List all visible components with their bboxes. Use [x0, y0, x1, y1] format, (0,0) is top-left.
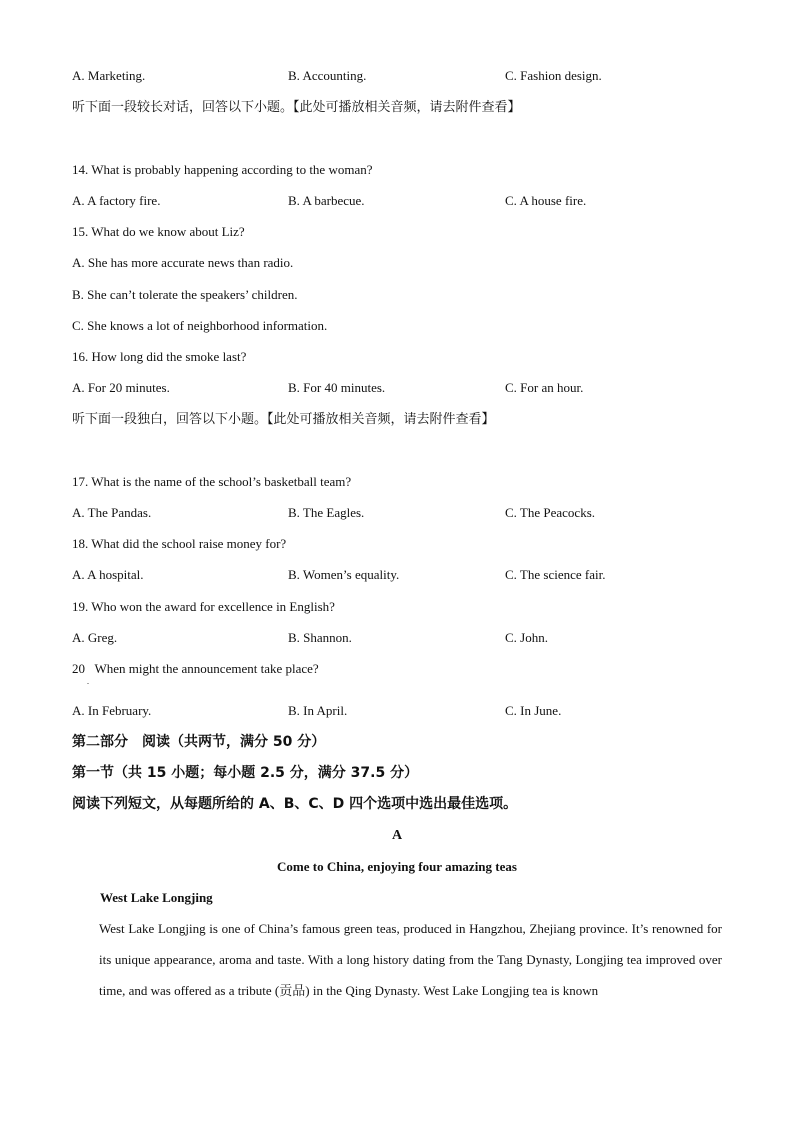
q16-question: 16. How long did the smoke last?: [72, 349, 247, 364]
q14-question: 14. What is probably happening according to the woman?: [72, 162, 373, 177]
q17-question: 17. What is the name of the school’s basketball team?: [72, 474, 352, 489]
q19-question: 19. Who won the award for excellence in English?: [72, 599, 335, 614]
q15-option-a: A. She has more accurate news than radio.: [72, 255, 294, 270]
passage-title: Come to China, enjoying four amazing teas: [277, 859, 517, 874]
q17-options: [72, 505, 722, 521]
q20-question: 20 When might the announcement take place?: [72, 661, 319, 676]
q19-option-b: B. Shannon.: [288, 630, 352, 645]
q15-option-b: B. She can’t tolerate the speakers’ children.: [72, 287, 298, 302]
q17-option-c: C. The Peacocks.: [505, 505, 596, 520]
q20-option-c: C. In June.: [505, 703, 562, 718]
q14-option-c: C. A house fire.: [505, 193, 587, 208]
instruction-dialog: 听下面一段较长对话，回答以下小题。【此处可播放相关音频，请去附件查看】: [72, 100, 521, 115]
q18-options: [72, 567, 722, 583]
q20-dot-mark: .: [87, 677, 89, 686]
q14-option-b: B. A barbecue.: [288, 193, 365, 208]
q16-options: [72, 380, 722, 396]
q18-question: 18. What did the school raise money for?: [72, 536, 287, 551]
q17-option-b: B. The Eagles.: [288, 505, 365, 520]
q15-option-c: C. She knows a lot of neighborhood information.: [72, 318, 328, 333]
passage-label: A: [391, 828, 403, 843]
passage-paragraph: [72, 913, 722, 1006]
q19-option-c: C. John.: [505, 630, 548, 645]
q15-question: 15. What do we know about Liz?: [72, 224, 245, 239]
section1-heading: 第一节（共 15 小题；每小题 2.5 分，满分 37.5 分）: [72, 765, 419, 781]
q13-options: [72, 68, 722, 84]
q16-option-b: B. For 40 minutes.: [288, 380, 386, 395]
q19-options: [72, 630, 722, 646]
q19-option-a: A. Greg.: [72, 630, 118, 645]
q18-option-c: C. The science fair.: [505, 567, 606, 582]
q16-option-a: A. For 20 minutes.: [72, 380, 170, 395]
q20-options: [72, 703, 722, 719]
reading-instruction: 阅读下列短文，从每题所给的 A、B、C、D 四个选项中选出最佳选项。: [72, 796, 518, 812]
q20-option-b: B. In April.: [288, 703, 348, 718]
q13-option-b: B. Accounting.: [288, 68, 367, 83]
q17-option-a: A. The Pandas.: [72, 505, 152, 520]
q18-option-a: A. A hospital.: [72, 567, 144, 582]
q20-option-a: A. In February.: [72, 703, 152, 718]
q18-option-b: B. Women’s equality.: [288, 567, 400, 582]
passage-subheading: West Lake Longjing: [100, 890, 213, 905]
passage-paragraph-text: West Lake Longjing is one of China’s famous green teas, produced in Hangzhou, Zhejiang province. It’s renowned for its unique appearance, aroma and taste. With a long history dating from the Tang Dynasty, Longjing tea improved over time, and was offered as a tribute (贡品) in the Qing Dynasty. West Lake Longjing tea is known: [99, 921, 722, 998]
instruction-monologue: 听下面一段独白，回答以下小题。【此处可播放相关音频，请去附件查看】: [72, 412, 495, 427]
q13-option-c: C. Fashion design.: [505, 68, 602, 83]
q13-option-a: A. Marketing.: [72, 68, 146, 83]
q14-options: [72, 193, 722, 209]
part2-heading: 第二部分 阅读（共两节，满分 50 分）: [72, 734, 326, 750]
q16-option-c: C. For an hour.: [505, 380, 584, 395]
q14-option-a: A. A factory fire.: [72, 193, 161, 208]
